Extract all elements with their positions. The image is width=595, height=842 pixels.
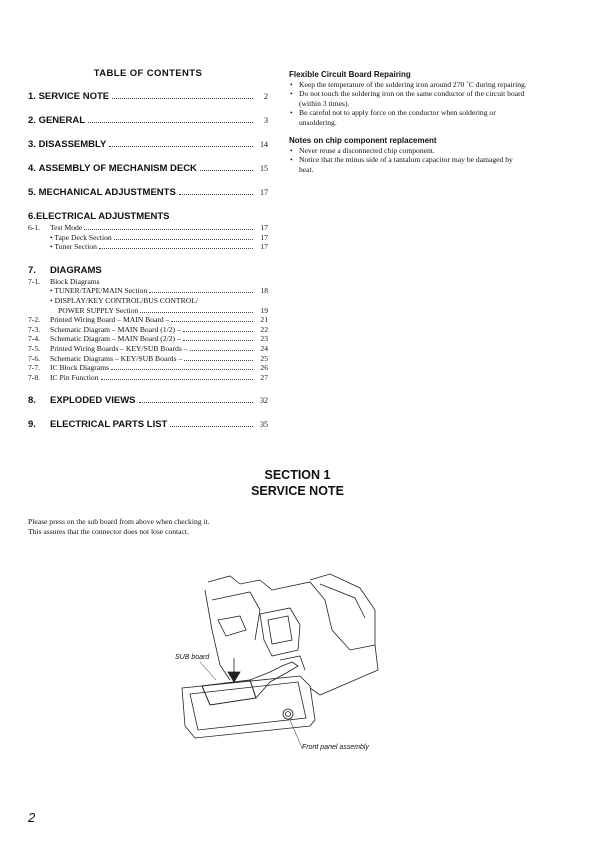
toc-subentry[interactable]: 7-6. Schematic Diagrams – KEY/SUB Boards – 25 bbox=[28, 353, 268, 363]
toc-page: 32 bbox=[260, 396, 268, 406]
toc-subentry[interactable]: • Tuner Section 17 bbox=[28, 242, 268, 252]
toc-page: 3 bbox=[264, 116, 268, 125]
sub-board-label: SUB board bbox=[175, 654, 210, 661]
toc-subentry[interactable]: 7-1. Block Diagrams bbox=[28, 276, 100, 286]
flex-board-title: Flexible Circuit Board Repairing bbox=[289, 70, 411, 79]
toc-subentry[interactable]: 7-2. Printed Wiring Board – MAIN Board – 21 bbox=[28, 315, 268, 325]
toc-entry-disassembly[interactable]: 3. DISASSEMBLY 14 bbox=[28, 139, 268, 150]
toc-subentry[interactable]: 7-4. Schematic Diagram – MAIN Board (2/2) – 23 bbox=[28, 334, 268, 344]
list-item: • Never reuse a disconnected chip component. bbox=[289, 146, 529, 155]
toc-subentry[interactable]: • TUNER/TAPE/MAIN Section 18 bbox=[28, 286, 268, 296]
section-number: SECTION 1 bbox=[264, 468, 331, 482]
toc-entry-service-note[interactable]: 1. SERVICE NOTE 2 bbox=[28, 91, 268, 102]
section-heading bbox=[0, 467, 595, 499]
toc-entry-exploded-views[interactable]: 8. EXPLODED VIEWS 32 bbox=[28, 395, 268, 407]
list-item: • Keep the temperature of the soldering iron around 270 ˚C during repairing. bbox=[289, 80, 529, 89]
toc-subentry[interactable]: 7-7. IC Block Diagrams 26 bbox=[28, 363, 268, 373]
toc-page: 14 bbox=[260, 140, 268, 149]
toc-subentry[interactable]: • DISPLAY/KEY CONTROL/BUS CONTROL/ bbox=[28, 296, 268, 306]
front-panel-label: Front panel assembly bbox=[302, 744, 369, 751]
toc-page: 17 bbox=[260, 188, 268, 197]
toc-entry-general[interactable]: 2. GENERAL 3 bbox=[28, 115, 268, 126]
flex-board-notes bbox=[289, 80, 529, 127]
toc-heading-electrical-adjustments[interactable]: 6.ELECTRICAL ADJUSTMENTS bbox=[28, 211, 170, 222]
toc-heading-diagrams[interactable]: 7. DIAGRAMS bbox=[28, 264, 102, 276]
toc-subentry[interactable]: • Tape Deck Section 17 bbox=[28, 233, 268, 243]
toc-subentry[interactable]: 7-3. Schematic Diagram – MAIN Board (1/2) – 22 bbox=[28, 324, 268, 334]
chip-component-notes bbox=[289, 146, 529, 174]
toc-page: 2 bbox=[264, 92, 268, 101]
sub-board-drawing bbox=[160, 570, 400, 760]
toc-page: 35 bbox=[260, 420, 268, 430]
toc-subentry[interactable]: 6-1. Test Mode 17 bbox=[28, 223, 268, 232]
list-item: • Notice that the minus side of a tantalum capacitor may be damaged by heat. bbox=[289, 155, 529, 174]
toc-entry-assembly[interactable]: 4. ASSEMBLY OF MECHANISM DECK 15 bbox=[28, 163, 268, 174]
toc-subentry[interactable]: POWER SUPPLY Section 19 bbox=[58, 305, 268, 315]
service-instructions: Please press on the sub board from above when checking it. This assures that the connector does not lose contact. bbox=[28, 517, 210, 536]
list-item: • Do not touch the soldering iron on the same conductor of the circuit board (within 3 times). bbox=[289, 89, 529, 108]
toc-subentry[interactable]: 7-5. Printed Wiring Boards – KEY/SUB Boards – 24 bbox=[28, 343, 268, 353]
toc-entry-mechanical-adjustments[interactable]: 5. MECHANICAL ADJUSTMENTS 17 bbox=[28, 187, 268, 198]
section-title: SERVICE NOTE bbox=[251, 484, 344, 498]
toc-subentry[interactable]: 7-8. IC Pin Function 27 bbox=[28, 372, 268, 382]
toc-page: 15 bbox=[260, 164, 268, 173]
list-item: • Be careful not to apply force on the conductor when soldering or unsoldering. bbox=[289, 108, 529, 127]
repair-notes bbox=[289, 70, 529, 183]
page-number: 2 bbox=[28, 810, 36, 825]
toc-entry-electrical-parts-list[interactable]: 9. ELECTRICAL PARTS LIST 35 bbox=[28, 419, 268, 431]
toc-title: TABLE OF CONTENTS bbox=[93, 68, 203, 79]
sub-board-figure bbox=[160, 570, 400, 760]
chip-component-title: Notes on chip component replacement bbox=[289, 136, 437, 146]
table-of-contents bbox=[28, 68, 268, 430]
